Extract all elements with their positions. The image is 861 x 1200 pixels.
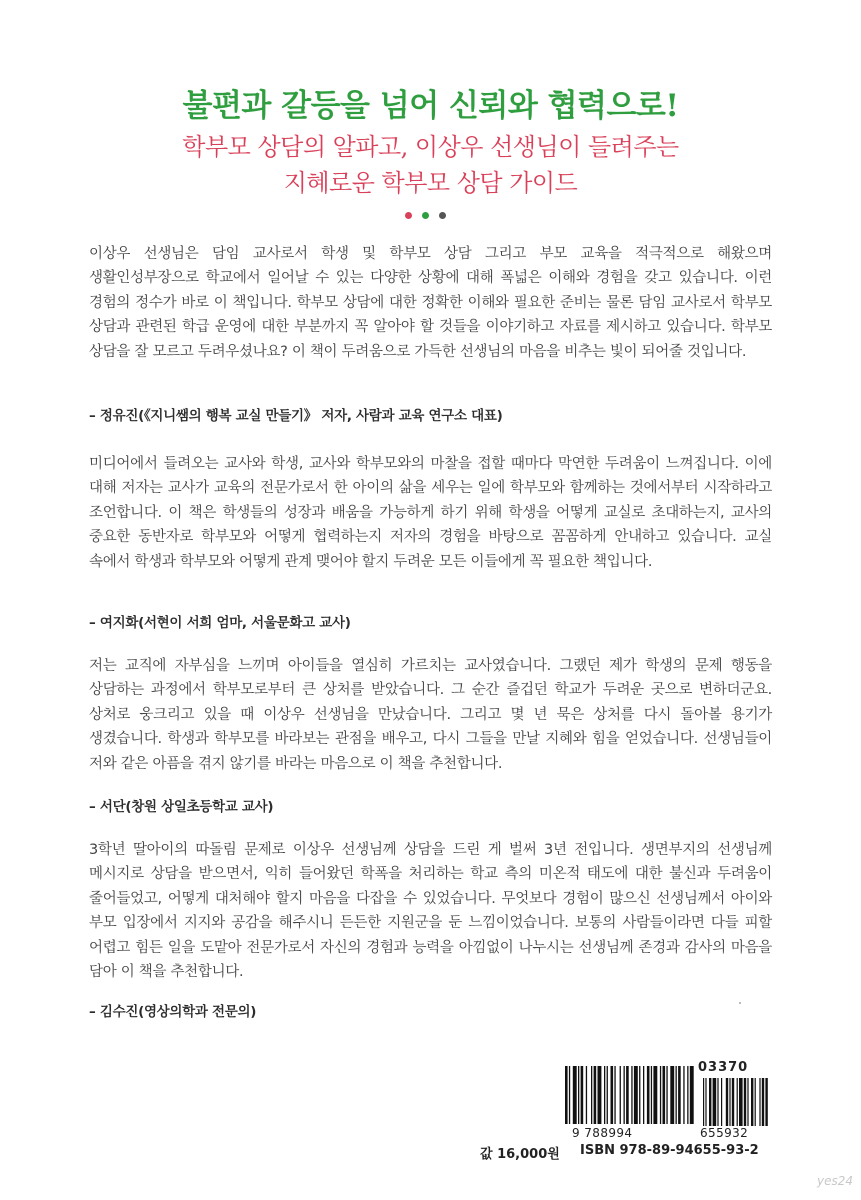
isbn: ISBN 978-89-94655-93-2 [580, 1143, 759, 1158]
barcode-bar [705, 1078, 706, 1126]
review-3 [89, 654, 772, 776]
review-1-attribution: – 정유진(《지니쌤의 행복 교실 만들기》 저자, 사람과 교육 연구소 대표) [89, 408, 503, 424]
review-4 [89, 838, 772, 984]
barcode-bar [762, 1078, 764, 1126]
barcode-bar [683, 1066, 684, 1124]
barcode-bar [611, 1066, 614, 1124]
barcode-bar [660, 1066, 661, 1124]
dot-red [405, 212, 412, 219]
review-3-attribution: – 서단(창원 상일초등학교 교사) [89, 799, 274, 815]
barcode-bar [594, 1066, 597, 1124]
barcode-bar [709, 1078, 711, 1126]
barcode-bar [678, 1066, 681, 1124]
barcode-bar [676, 1066, 677, 1124]
barcode-bar [620, 1066, 621, 1124]
barcode-bar [604, 1066, 605, 1124]
barcode-bar [739, 1078, 743, 1126]
review-2-attribution: – 여지화(서현이 서희 엄마, 서울문화고 교사) [89, 615, 351, 631]
barcode-bar [651, 1066, 652, 1124]
barcode-bar [765, 1078, 767, 1126]
barcode-digits-left: 9 788994 [572, 1126, 633, 1140]
barcode-bar [670, 1066, 674, 1124]
dot-gray [439, 212, 446, 219]
barcode-bar [666, 1066, 667, 1124]
barcode-bar [703, 1078, 704, 1126]
barcode-bar [647, 1066, 650, 1124]
barcode-bar [690, 1066, 694, 1124]
barcode-bar [614, 1066, 615, 1124]
barcode-bar [624, 1066, 625, 1124]
barcode-bar [581, 1066, 584, 1124]
subtitle-line-2: 지혜로운 학부모 상담 가이드 [283, 169, 578, 197]
review-3-text: 저는 교직에 자부심을 느끼며 아이들을 열심히 가르치는 교사였습니다. 그랬던 제가 학생의 문제 행동을 상담하는 과정에서 학부모로부터 큰 상처를 받았습니다. 그 순간 즐겁던 학교가 두려운 곳으로 변하더군요. 상처로 웅크리고 있을 때 이상우 선생님을 만났습니다. 그리고 몇 년 묵은 상처를 다시 돌아볼 용기가 생겼습니다. 학생과 학부모를 바라보는 관점을 배우고, 다시 그들을 만날 지혜와 힘을 얻었습니다. 선생님들이 저와 같은 아픔을 겪지 않기를 바라는 마음으로 이 책을 추천합니다. [89, 658, 772, 772]
review-1 [89, 242, 772, 364]
watermark: yes24 [816, 1174, 853, 1188]
dot-green [422, 212, 429, 219]
barcode-bar [573, 1066, 577, 1124]
barcode-bar [653, 1066, 657, 1124]
barcode-bar [631, 1066, 632, 1124]
barcode-bar [687, 1066, 688, 1124]
barcode-bar [663, 1066, 666, 1124]
barcode-bar [721, 1078, 722, 1126]
price: 값 16,000원 [480, 1147, 560, 1162]
barcode-image [565, 1066, 769, 1126]
barcode-bar [598, 1066, 602, 1124]
barcode-bar [729, 1078, 730, 1126]
review-4-attribution: – 김수진(영상의학과 전문의) [89, 1004, 257, 1020]
barcode-bar [747, 1078, 748, 1126]
barcode-bar [639, 1066, 640, 1124]
barcode-bar [607, 1066, 608, 1124]
review-4-text: 3학년 딸아이의 따돌림 문제로 이상우 선생님께 상담을 드린 게 벌써 3년 전입니다. 생면부지의 선생님께 메시지로 상담을 받으면서, 익히 들어왔던 학폭을 처리하는 학교 측의 미온적 태도에 대한 불신과 두려움이 줄어들었고, 어떻게 대처해야 할지 마음을 다잡을 수 있었습니다. 무엇보다 경험이 많으신 선생님께서 아이와 부모 입장에서 지지와 공감을 해주시니 든든한 지원군을 둔 느낌이었습니다. 보통의 사람들이라면 다들 피할 어렵고 힘든 일을 도맡아 전문가로서 자신의 경험과 능력을 아낌없이 나누시는 선생님께 존경과 감사의 마음을 담아 이 책을 추천합니다. [89, 842, 772, 981]
barcode-bar [591, 1066, 592, 1124]
review-1-text: 이상우 선생님은 담임 교사로서 학생 및 학부모 상담 그리고 부모 교육을 적극적으로 해왔으며 생활인성부장으로 학교에서 일어날 수 있는 다양한 상황에 대해 폭넓은 이해와 경험을 갖고 있습니다. 이런 경험의 정수가 바로 이 책입니다. 학부모 상담에 대한 정확한 이해와 필요한 준비는 물론 담임 교사로서 학부모 상담과 관련된 학급 운영에 대한 부분까지 꼭 알아야 할 것들을 이야기하고 자료를 제시하고 있습니다. 학부모 상담을 잘 모르고 두려우셨나요? 이 책이 두려움으로 가득한 선생님의 마음을 비추는 빛이 되어줄 것입니다. [89, 246, 772, 360]
barcode-bar [713, 1078, 717, 1126]
barcode-bar [578, 1066, 579, 1124]
review-2-text: 미디어에서 들려오는 교사와 학생, 교사와 학부모와의 마찰을 접할 때마다 막연한 두려움이 느껴집니다. 이에 대해 저자는 교사가 교육의 전문가로서 한 아이의 삶을 세우는 일에 학부모와 함께하는 것에서부터 시작하라고 조언합니다. 이 책은 학생들의 성장과 배움을 가능하게 하기 위해 학생을 어떻게 교실로 초대하는지, 교사의 중요한 동반자로 학부모와 어떻게 협력하는지 저자의 경험을 바탕으로 꼼꼼하게 안내하고 있습니다. 교실 속에서 학생과 학부모와 어떻게 관계 맺어야 할지 두려운 모든 이들에게 꼭 필요한 책입니다. [89, 456, 772, 570]
barcode-bar [751, 1078, 753, 1126]
barcode-bar [626, 1066, 629, 1124]
decorative-dot [739, 1002, 741, 1004]
barcode-bar [726, 1078, 728, 1126]
barcode-bar [643, 1066, 644, 1124]
barcode-addon-digits: 03370 [698, 1060, 749, 1075]
subtitle-line-1: 학부모 상담의 알파고, 이상우 선생님이 들려주는 [182, 133, 679, 161]
barcode-bar [586, 1066, 587, 1124]
divider-dots [405, 212, 446, 219]
barcode-bar [744, 1078, 746, 1126]
headline: 불편과 갈등을 넘어 신뢰와 협력으로! [182, 88, 679, 124]
barcode-digits-right: 655932 [700, 1126, 749, 1140]
barcode-bar [759, 1078, 760, 1126]
barcode-bar [634, 1066, 638, 1124]
barcode-bar [565, 1066, 568, 1124]
review-2 [89, 452, 772, 574]
barcode-bar [732, 1078, 734, 1126]
barcode-bar [737, 1078, 738, 1126]
barcode-bar [569, 1066, 570, 1124]
barcode-bar [717, 1078, 718, 1126]
barcode-bar [755, 1078, 756, 1126]
